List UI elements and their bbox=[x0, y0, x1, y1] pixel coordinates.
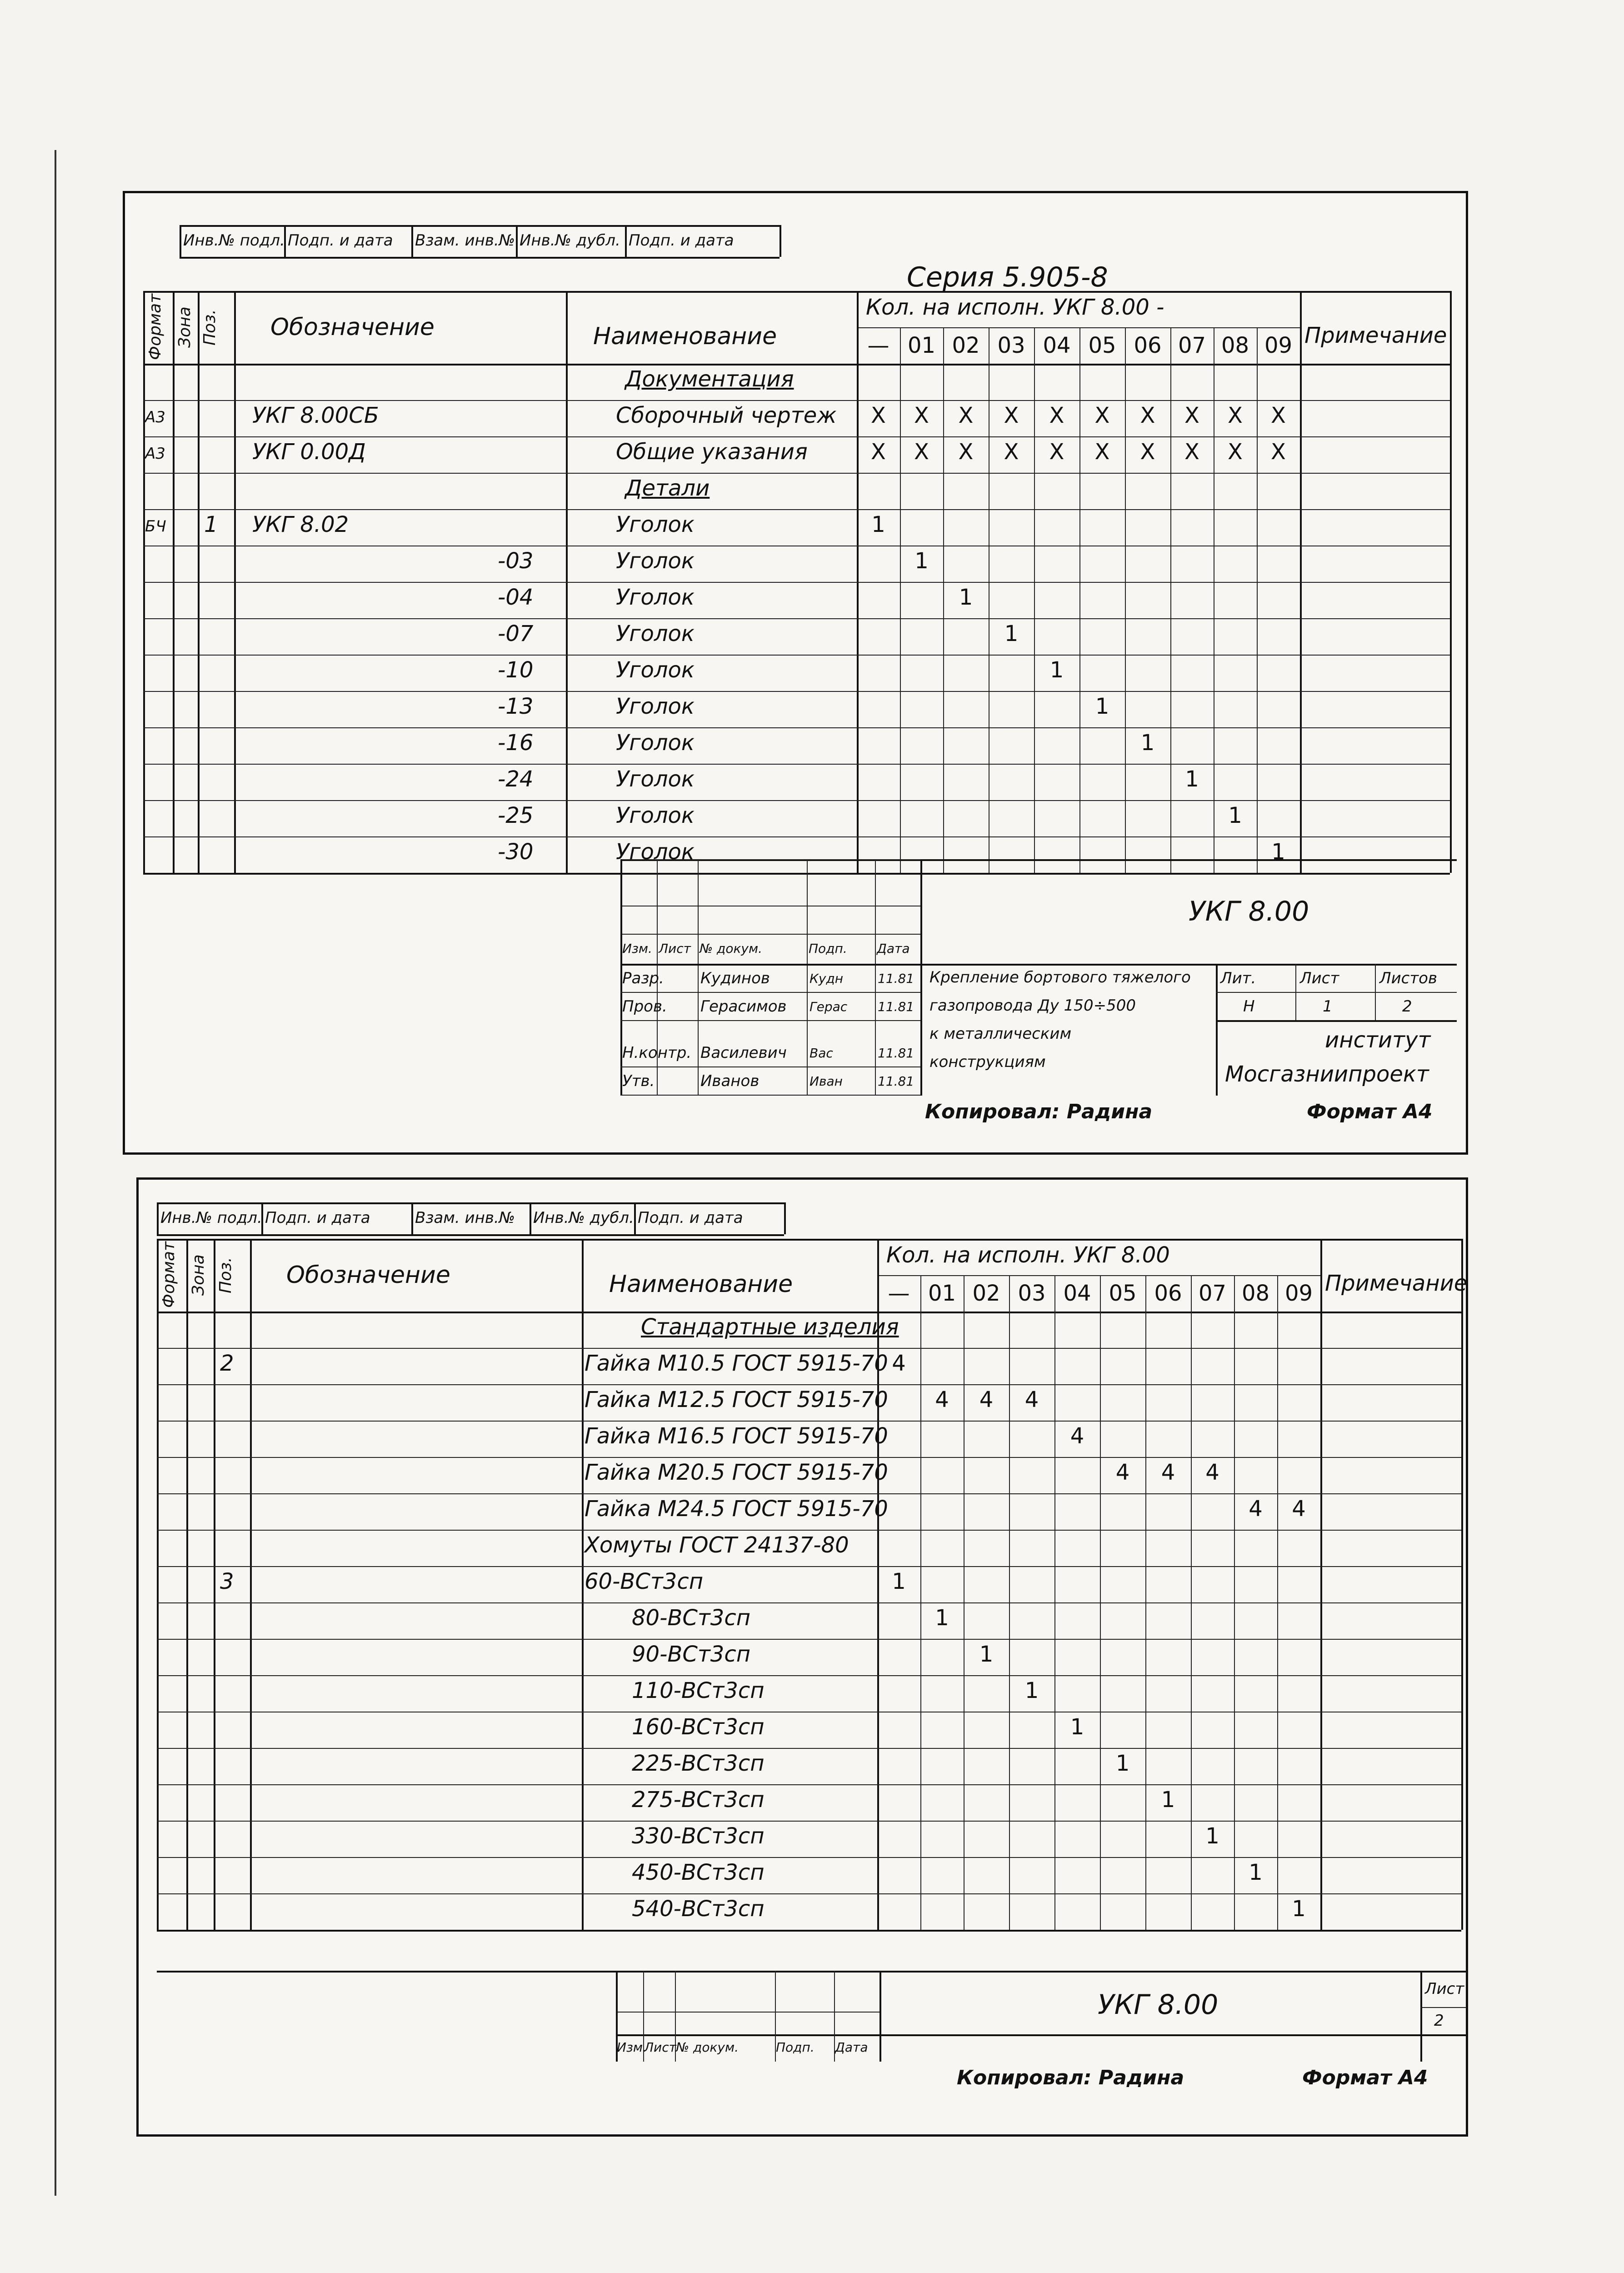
stamp-cell: Инв.№ дубл. bbox=[520, 231, 620, 250]
qty-mark: 1 bbox=[1249, 1860, 1263, 1885]
rule-h bbox=[143, 691, 1450, 692]
tb-sheet-value: 2 bbox=[1434, 2012, 1444, 2030]
tb-title-line: Крепление бортового тяжелого bbox=[929, 968, 1191, 986]
variant-5: 05 bbox=[1088, 333, 1116, 358]
row-name: Сборочный чертеж bbox=[616, 403, 837, 428]
tb-head: № докум. bbox=[676, 2040, 739, 2055]
qty-mark: X bbox=[1140, 403, 1155, 428]
row-name: 160-ВСт3сп bbox=[632, 1714, 765, 1740]
rule-h bbox=[157, 1784, 1461, 1785]
qty-mark: 1 bbox=[1070, 1714, 1084, 1740]
rule-h bbox=[157, 1239, 1461, 1241]
rule-h bbox=[143, 291, 1450, 293]
stamp-cell: Подп. и дата bbox=[288, 231, 393, 250]
tb-lit_label: Лит. bbox=[1220, 969, 1256, 987]
tb-person: Герасимов bbox=[700, 997, 787, 1016]
tb-head: Изм. bbox=[617, 2040, 647, 2055]
row-name: Уголок bbox=[616, 657, 695, 683]
qty-mark: X bbox=[1184, 403, 1199, 428]
rule-v bbox=[634, 1202, 636, 1234]
qty-mark: 1 bbox=[1049, 657, 1064, 683]
rule-v bbox=[411, 1202, 413, 1234]
header-qty: Кол. на исполн. УКГ 8.00 - bbox=[866, 295, 1164, 320]
row-name: Хомуты ГОСТ 24137-80 bbox=[585, 1532, 849, 1558]
qty-mark: 4 bbox=[1161, 1460, 1175, 1485]
rule-v bbox=[180, 225, 181, 257]
rule-v bbox=[186, 1239, 188, 1930]
row-name: 60-ВСт3сп bbox=[585, 1569, 704, 1594]
row-designation: -25 bbox=[498, 803, 534, 828]
header-format: Формат bbox=[146, 293, 165, 360]
qty-mark: 1 bbox=[979, 1642, 994, 1667]
variant-6: 06 bbox=[1154, 1281, 1182, 1306]
binding-edge-line bbox=[55, 150, 56, 2196]
variant-3: 03 bbox=[997, 333, 1025, 358]
variant-7: 07 bbox=[1178, 333, 1206, 358]
row-name: 110-ВСт3сп bbox=[632, 1678, 765, 1703]
row-name: Уголок bbox=[616, 694, 695, 719]
stamp-cell: Подп. и дата bbox=[629, 231, 734, 250]
rule-h bbox=[620, 964, 1457, 966]
variant-9: 09 bbox=[1264, 333, 1293, 358]
section-heading: Детали bbox=[625, 476, 710, 501]
rule-v bbox=[875, 859, 876, 1096]
rule-v bbox=[784, 1202, 786, 1234]
rule-v bbox=[1461, 1239, 1463, 1930]
rule-h bbox=[620, 1095, 920, 1096]
tb-signature: Кудн bbox=[810, 971, 844, 986]
rule-h bbox=[1420, 2007, 1466, 2008]
rule-h bbox=[143, 436, 1450, 437]
row-pos: 2 bbox=[220, 1351, 234, 1376]
qty-mark: X bbox=[1140, 439, 1155, 465]
rule-v bbox=[214, 1239, 215, 1930]
qty-mark: 1 bbox=[914, 548, 929, 574]
rule-h bbox=[157, 1202, 784, 1204]
row-name: Уголок bbox=[616, 730, 695, 756]
row-designation: -07 bbox=[498, 621, 534, 646]
rule-v bbox=[284, 225, 286, 257]
tb-person: Василевич bbox=[700, 1044, 787, 1062]
row-name: 90-ВСт3сп bbox=[632, 1642, 751, 1667]
variant-8: 08 bbox=[1241, 1281, 1270, 1306]
row-name: Гайка М24.5 ГОСТ 5915-70 bbox=[585, 1496, 888, 1522]
rule-v bbox=[157, 1239, 159, 1930]
rule-h bbox=[157, 1857, 1461, 1858]
rule-h bbox=[157, 1530, 1461, 1531]
qty-mark: 4 bbox=[1115, 1460, 1130, 1485]
variant-0: — bbox=[888, 1281, 910, 1306]
tb-role: Утв. bbox=[622, 1072, 655, 1090]
rule-h bbox=[143, 836, 1450, 837]
stamp-cell: Подп. и дата bbox=[265, 1209, 370, 1227]
rule-h bbox=[143, 873, 1450, 875]
qty-mark: 4 bbox=[1205, 1460, 1219, 1485]
tb-drawing-code: УКГ 8.00 bbox=[1098, 1989, 1219, 2021]
rule-h bbox=[1216, 992, 1457, 993]
qty-mark: X bbox=[1184, 439, 1199, 465]
row-name: Гайка М20.5 ГОСТ 5915-70 bbox=[585, 1460, 888, 1485]
header-name: Наименование bbox=[593, 323, 777, 350]
tb-drawing-code: УКГ 8.00 bbox=[1189, 896, 1309, 927]
rule-h bbox=[157, 1602, 1461, 1603]
row-name: Уголок bbox=[616, 585, 695, 610]
rule-h bbox=[157, 1457, 1461, 1458]
rule-h bbox=[157, 1421, 1461, 1422]
stamp-cell: Взам. инв.№ bbox=[415, 231, 515, 250]
rule-v bbox=[1295, 964, 1296, 1020]
copied-by: Копировал: Радина bbox=[957, 2066, 1184, 2089]
qty-mark: X bbox=[871, 403, 886, 428]
rule-h bbox=[143, 400, 1450, 401]
row-name: Гайка М12.5 ГОСТ 5915-70 bbox=[585, 1387, 888, 1412]
stamp-cell: Взам. инв.№ bbox=[415, 1209, 515, 1227]
qty-mark: 1 bbox=[1024, 1678, 1039, 1703]
tb-head: Дата bbox=[877, 941, 910, 956]
tb-org-line1: институт bbox=[1325, 1027, 1431, 1053]
qty-mark: X bbox=[1228, 439, 1243, 465]
variant-4: 04 bbox=[1063, 1281, 1091, 1306]
qty-mark: 1 bbox=[1115, 1751, 1130, 1776]
row-designation: -24 bbox=[498, 766, 534, 792]
qty-mark: 4 bbox=[935, 1387, 949, 1412]
rule-v bbox=[879, 1971, 881, 2062]
qty-mark: X bbox=[871, 439, 886, 465]
rule-h bbox=[157, 1312, 1461, 1313]
rule-v bbox=[157, 1202, 159, 1234]
qty-mark: 1 bbox=[935, 1605, 949, 1631]
qty-mark: X bbox=[1094, 439, 1110, 465]
tb-head: Лист bbox=[644, 2040, 676, 2055]
rule-h bbox=[157, 1971, 1466, 1973]
rule-h bbox=[143, 800, 1450, 801]
rule-h bbox=[157, 1348, 1461, 1349]
qty-mark: 1 bbox=[871, 512, 885, 537]
variant-2: 02 bbox=[952, 333, 980, 358]
row-format: БЧ bbox=[145, 517, 166, 536]
series-label: Серия 5.905-8 bbox=[907, 261, 1108, 293]
row-name: Уголок bbox=[616, 766, 695, 792]
rule-v bbox=[1216, 964, 1218, 1096]
row-name: Уголок bbox=[616, 839, 695, 865]
header-qty: Кол. на исполн. УКГ 8.00 bbox=[886, 1242, 1170, 1268]
rule-v bbox=[530, 1202, 531, 1234]
stamp-cell: Инв.№ подл. bbox=[160, 1209, 262, 1227]
rule-h bbox=[157, 1930, 1461, 1932]
row-designation: -16 bbox=[498, 730, 534, 756]
variant-0: — bbox=[867, 333, 889, 358]
rule-h bbox=[157, 1493, 1461, 1494]
qty-mark: X bbox=[1271, 439, 1286, 465]
rule-v bbox=[1420, 1971, 1422, 2062]
row-name: 330-ВСт3сп bbox=[632, 1823, 765, 1849]
rule-h bbox=[620, 1066, 920, 1067]
tb-date: 11.81 bbox=[878, 1074, 914, 1089]
qty-mark: X bbox=[914, 439, 929, 465]
rule-v bbox=[780, 225, 781, 257]
rule-h bbox=[620, 1020, 920, 1021]
qty-mark: 1 bbox=[1140, 730, 1155, 756]
rule-h bbox=[143, 727, 1450, 728]
qty-mark: 1 bbox=[1205, 1823, 1219, 1849]
row-name: Уголок bbox=[616, 548, 695, 574]
row-name: 80-ВСт3сп bbox=[632, 1605, 751, 1631]
variant-2: 02 bbox=[972, 1281, 1000, 1306]
qty-mark: X bbox=[1049, 403, 1064, 428]
rule-h bbox=[143, 509, 1450, 510]
rule-h bbox=[616, 2034, 1466, 2036]
rule-v bbox=[582, 1239, 584, 1930]
header-name: Наименование bbox=[609, 1271, 793, 1298]
rule-v bbox=[1450, 291, 1452, 873]
qty-mark: 4 bbox=[1249, 1496, 1263, 1522]
rule-h bbox=[143, 473, 1450, 474]
rule-h bbox=[857, 327, 1300, 328]
variant-5: 05 bbox=[1109, 1281, 1137, 1306]
copied-by: Копировал: Радина bbox=[925, 1100, 1153, 1123]
tb-role: Разр. bbox=[622, 969, 664, 987]
rule-h bbox=[143, 655, 1450, 656]
tb-date: 11.81 bbox=[878, 971, 914, 986]
row-designation: УКГ 8.02 bbox=[252, 512, 349, 537]
rule-h bbox=[1216, 1020, 1457, 1022]
tb-head: № докум. bbox=[700, 941, 763, 956]
rule-h bbox=[157, 1675, 1461, 1676]
row-format: А3 bbox=[145, 445, 165, 463]
qty-mark: 1 bbox=[1185, 766, 1199, 792]
rule-h bbox=[143, 618, 1450, 619]
tb-head: Изм. bbox=[622, 941, 652, 956]
rule-v bbox=[807, 859, 808, 1096]
qty-mark: 4 bbox=[979, 1387, 994, 1412]
tb-date: 11.81 bbox=[878, 999, 914, 1014]
qty-mark: 4 bbox=[1292, 1496, 1306, 1522]
row-designation: -04 bbox=[498, 585, 534, 610]
stamp-cell: Инв.№ подл. bbox=[183, 231, 285, 250]
qty-mark: 1 bbox=[1292, 1896, 1306, 1922]
tb-role: Пров. bbox=[622, 997, 667, 1016]
row-pos: 1 bbox=[204, 512, 218, 537]
row-name: Гайка М10.5 ГОСТ 5915-70 bbox=[585, 1351, 888, 1376]
spec-sheet-2 bbox=[136, 1177, 1468, 2137]
row-name: Уголок bbox=[616, 512, 695, 537]
rule-h bbox=[920, 859, 1457, 861]
variant-1: 01 bbox=[907, 333, 936, 358]
row-designation: -10 bbox=[498, 657, 534, 683]
spec-sheet-1 bbox=[123, 191, 1468, 1155]
tb-head: Подп. bbox=[809, 941, 847, 956]
qty-mark: X bbox=[1271, 403, 1286, 428]
variant-9: 09 bbox=[1284, 1281, 1313, 1306]
tb-head: Лист bbox=[659, 941, 691, 956]
row-name: 540-ВСт3сп bbox=[632, 1896, 765, 1922]
header-zone: Зона bbox=[175, 306, 194, 348]
header-note: Примечание bbox=[1304, 323, 1447, 348]
tb-role: Н.контр. bbox=[622, 1044, 692, 1062]
row-pos: 3 bbox=[220, 1569, 234, 1594]
row-name: Гайка М16.5 ГОСТ 5915-70 bbox=[585, 1423, 888, 1449]
qty-mark: 4 bbox=[1070, 1423, 1084, 1449]
qty-mark: X bbox=[1228, 403, 1243, 428]
rule-h bbox=[143, 764, 1450, 765]
qty-mark: 1 bbox=[959, 585, 973, 610]
tb-person: Иванов bbox=[700, 1072, 760, 1090]
tb-org-line2: Мосгазниипроект bbox=[1225, 1061, 1429, 1087]
rule-h bbox=[157, 1384, 1461, 1385]
tb-title-line: конструкциям bbox=[929, 1053, 1046, 1071]
qty-mark: X bbox=[958, 403, 974, 428]
variant-7: 07 bbox=[1198, 1281, 1227, 1306]
tb-sheet_label: Лист bbox=[1300, 969, 1339, 987]
section-heading: Документация bbox=[625, 366, 794, 392]
row-designation: -03 bbox=[498, 548, 534, 574]
tb-sheet_value: 1 bbox=[1323, 997, 1333, 1016]
rule-h bbox=[157, 1893, 1461, 1894]
row-name: 275-ВСт3сп bbox=[632, 1787, 765, 1812]
rule-v bbox=[698, 859, 699, 1096]
rule-v bbox=[250, 1239, 252, 1930]
row-name: Уголок bbox=[616, 621, 695, 646]
rule-v bbox=[516, 225, 518, 257]
tb-lit_value: Н bbox=[1243, 997, 1255, 1016]
tb-sheet-label: Лист bbox=[1425, 1980, 1464, 1998]
qty-mark: 4 bbox=[892, 1351, 906, 1376]
tb-signature: Иван bbox=[810, 1074, 843, 1089]
rule-v bbox=[411, 225, 413, 257]
qty-mark: 1 bbox=[1271, 839, 1285, 865]
header-pos: Поз. bbox=[200, 309, 219, 345]
rule-h bbox=[157, 1821, 1461, 1822]
tb-head: Дата bbox=[835, 2040, 868, 2055]
rule-h bbox=[157, 1748, 1461, 1749]
header-format: Формат bbox=[160, 1241, 178, 1308]
qty-mark: X bbox=[1049, 439, 1064, 465]
format-note: Формат А4 bbox=[1307, 1100, 1433, 1123]
variant-6: 06 bbox=[1134, 333, 1162, 358]
tb-head: Подп. bbox=[776, 2040, 814, 2055]
header-note: Примечание bbox=[1325, 1271, 1468, 1296]
qty-mark: X bbox=[914, 403, 929, 428]
variant-8: 08 bbox=[1221, 333, 1249, 358]
rule-h bbox=[616, 2012, 879, 2013]
qty-mark: 1 bbox=[1228, 803, 1242, 828]
qty-mark: 4 bbox=[1024, 1387, 1039, 1412]
header-pos: Поз. bbox=[216, 1257, 235, 1293]
header-zone: Зона bbox=[189, 1254, 208, 1296]
tb-sheets_value: 2 bbox=[1402, 997, 1412, 1016]
rule-v bbox=[920, 859, 922, 1096]
rule-v bbox=[1320, 1239, 1322, 1930]
row-name: 450-ВСт3сп bbox=[632, 1860, 765, 1885]
variant-4: 04 bbox=[1043, 333, 1071, 358]
row-name: 225-ВСт3сп bbox=[632, 1751, 765, 1776]
format-note: Формат А4 bbox=[1302, 2066, 1428, 2089]
qty-mark: 1 bbox=[1095, 694, 1109, 719]
rule-h bbox=[157, 1639, 1461, 1640]
header-designation: Обозначение bbox=[286, 1262, 450, 1289]
qty-mark: 1 bbox=[1161, 1787, 1175, 1812]
rule-h bbox=[180, 225, 780, 227]
row-designation: -30 bbox=[498, 839, 534, 865]
row-designation: -13 bbox=[498, 694, 534, 719]
row-designation: УКГ 8.00СБ bbox=[252, 403, 379, 428]
tb-title-line: газопровода Ду 150÷500 bbox=[929, 996, 1136, 1015]
section-heading: Стандартные изделия bbox=[641, 1314, 899, 1340]
row-name: Уголок bbox=[616, 803, 695, 828]
row-designation: УКГ 0.00Д bbox=[252, 439, 366, 465]
row-format: А3 bbox=[145, 408, 165, 426]
qty-mark: 1 bbox=[1004, 621, 1019, 646]
tb-date: 11.81 bbox=[878, 1046, 914, 1061]
qty-mark: X bbox=[1094, 403, 1110, 428]
variant-3: 03 bbox=[1018, 1281, 1046, 1306]
rule-v bbox=[625, 225, 627, 257]
tb-title-line: к металлическим bbox=[929, 1025, 1072, 1043]
rule-h bbox=[157, 1234, 784, 1236]
header-designation: Обозначение bbox=[270, 314, 435, 341]
rule-h bbox=[143, 364, 1450, 365]
rule-h bbox=[877, 1275, 1320, 1276]
tb-signature: Герас bbox=[810, 999, 848, 1014]
variant-1: 01 bbox=[928, 1281, 956, 1306]
rule-v bbox=[1375, 964, 1376, 1020]
rule-v bbox=[261, 1202, 263, 1234]
tb-signature: Вас bbox=[810, 1046, 833, 1061]
qty-mark: X bbox=[1004, 403, 1019, 428]
stamp-cell: Подп. и дата bbox=[638, 1209, 743, 1227]
qty-mark: X bbox=[1004, 439, 1019, 465]
tb-person: Кудинов bbox=[700, 969, 770, 987]
tb-sheets_label: Листов bbox=[1379, 969, 1438, 987]
rule-h bbox=[143, 582, 1450, 583]
rule-h bbox=[180, 257, 780, 259]
row-name: Общие указания bbox=[616, 439, 808, 465]
rule-h bbox=[157, 1566, 1461, 1567]
rule-h bbox=[620, 992, 920, 993]
qty-mark: 1 bbox=[892, 1569, 906, 1594]
stamp-cell: Инв.№ дубл. bbox=[533, 1209, 634, 1227]
qty-mark: X bbox=[958, 439, 974, 465]
